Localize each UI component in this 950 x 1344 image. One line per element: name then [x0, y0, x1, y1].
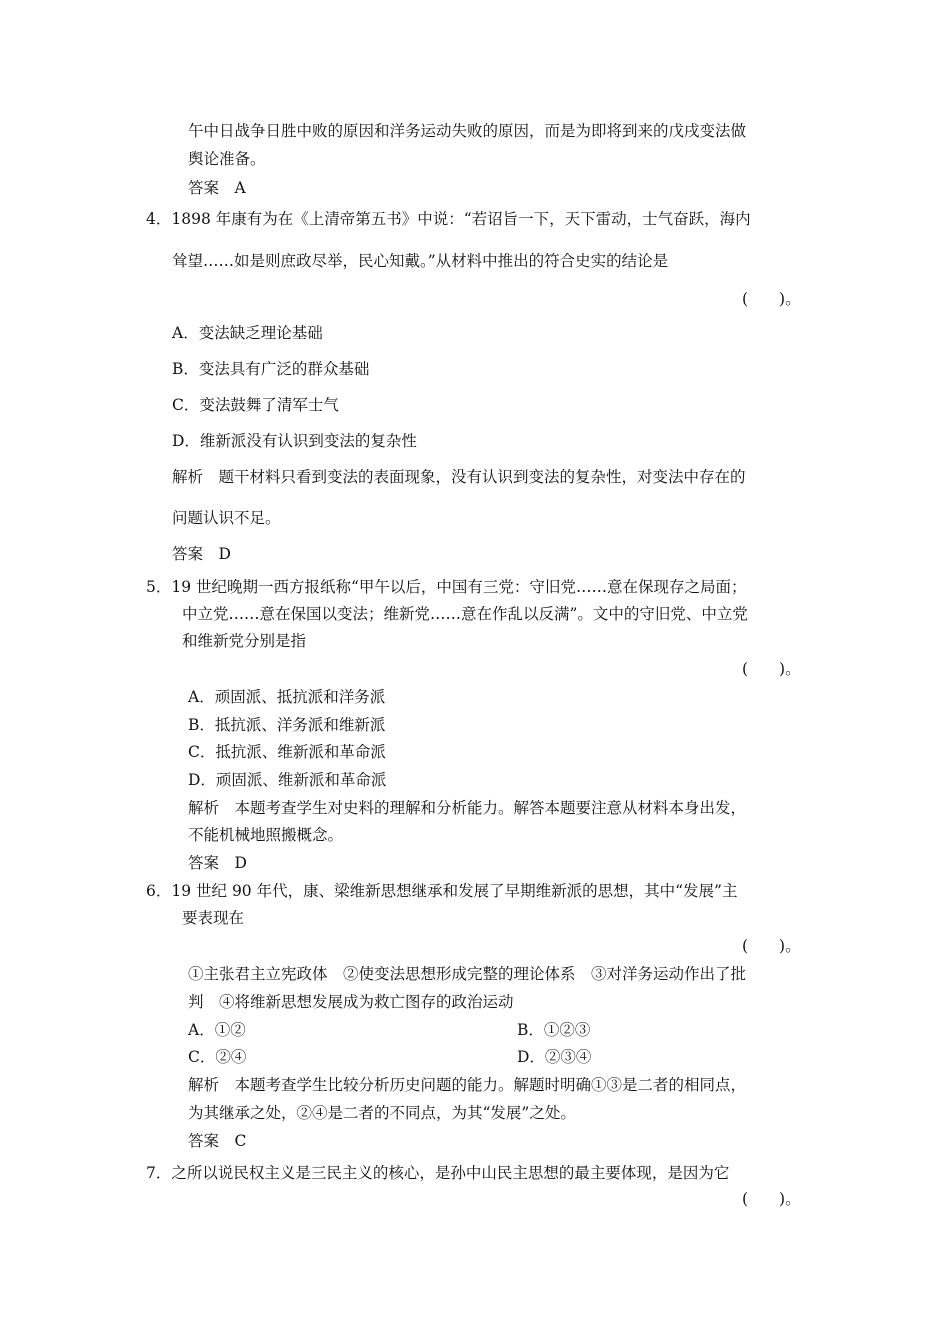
q6-stem-line-1: 6．19 世纪 90 年代，康、梁维新思想继承和发展了早期维新派的思想，其中“发展”主	[146, 882, 738, 900]
q5-stem-line-3: 和维新党分别是指	[182, 632, 307, 650]
q5-option-b: B．抵抗派、洋务派和维新派	[188, 716, 386, 734]
q6-analysis-line-2: 为其继承之处，②④是二者的不同点，为其“发展”之处。	[188, 1104, 576, 1122]
q6-option-b: B．①②③	[517, 1021, 591, 1039]
q4-stem-line-1: 4．1898 年康有为在《上清帝第五书》中说：“若诏旨一下，天下雷动，士气奋跃，海内	[146, 210, 751, 228]
q6-option-c: C．②④	[188, 1048, 247, 1066]
q5-analysis-line-2: 不能机械地照搬概念。	[188, 826, 344, 844]
q4-option-a: A．变法缺乏理论基础	[172, 324, 323, 342]
q6-answer: 答案 C	[188, 1132, 247, 1150]
q6-answer-bracket: ( )。	[742, 937, 801, 955]
q5-answer: 答案 D	[188, 854, 247, 872]
q4-option-c: C．变法鼓舞了清军士气	[172, 396, 339, 414]
q4-stem-line-2: 耸望……如是则庶政尽举，民心知戴。”从材料中推出的符合史实的结论是	[172, 252, 669, 270]
q4-option-d: D．维新派没有认识到变法的复杂性	[172, 432, 417, 450]
q6-option-d: D．②③④	[517, 1048, 592, 1066]
q4-answer-bracket: ( )。	[742, 290, 801, 308]
q5-analysis-line-1: 解析 本题考查学生对史料的理解和分析能力。解答本题要注意从材料本身出发，	[188, 799, 747, 817]
q4-option-b: B．变法具有广泛的群众基础	[172, 360, 370, 378]
q3-text-line-1: 午中日战争日胜中败的原因和洋务运动失败的原因，而是为即将到来的戊戌变法做	[188, 122, 747, 140]
q5-stem-line-1: 5．19 世纪晚期一西方报纸称“甲午以后，中国有三党：守旧党……意在保现存之局面；	[146, 578, 747, 596]
q6-analysis-line-1: 解析 本题考查学生比较分析历史问题的能力。解题时明确①③是二者的相同点，	[188, 1076, 747, 1094]
q6-option-a: A．①②	[188, 1021, 246, 1039]
q7-stem-line-1: 7．之所以说民权主义是三民主义的核心，是孙中山民主思想的最主要体现，是因为它	[146, 1164, 730, 1182]
q5-stem-line-2: 中立党……意在保国以变法；维新党……意在作乱以反满”。文中的守旧党、中立党	[182, 605, 748, 623]
q4-analysis-line-1: 解析 题干材料只看到变法的表面现象，没有认识到变法的复杂性，对变法中存在的	[172, 468, 746, 486]
q5-option-a: A．顽固派、抵抗派和洋务派	[188, 688, 386, 706]
q5-option-d: D．顽固派、维新派和革命派	[188, 771, 387, 789]
q3-answer: 答案 A	[188, 179, 246, 197]
q5-answer-bracket: ( )。	[742, 660, 801, 678]
q4-answer: 答案 D	[172, 545, 231, 563]
q7-answer-bracket: ( )。	[742, 1190, 801, 1208]
q5-option-c: C．抵抗派、维新派和革命派	[188, 743, 386, 761]
q3-text-line-2: 舆论准备。	[188, 150, 266, 168]
q4-analysis-line-2: 问题认识不足。	[172, 509, 281, 527]
q6-items-line-1: ①主张君主立宪政体 ②使变法思想形成完整的理论体系 ③对洋务运动作出了批	[188, 965, 747, 983]
q6-items-line-2: 判 ④将维新思想发展成为救亡图存的政治运动	[188, 993, 514, 1011]
q6-stem-line-2: 要表现在	[182, 909, 245, 927]
